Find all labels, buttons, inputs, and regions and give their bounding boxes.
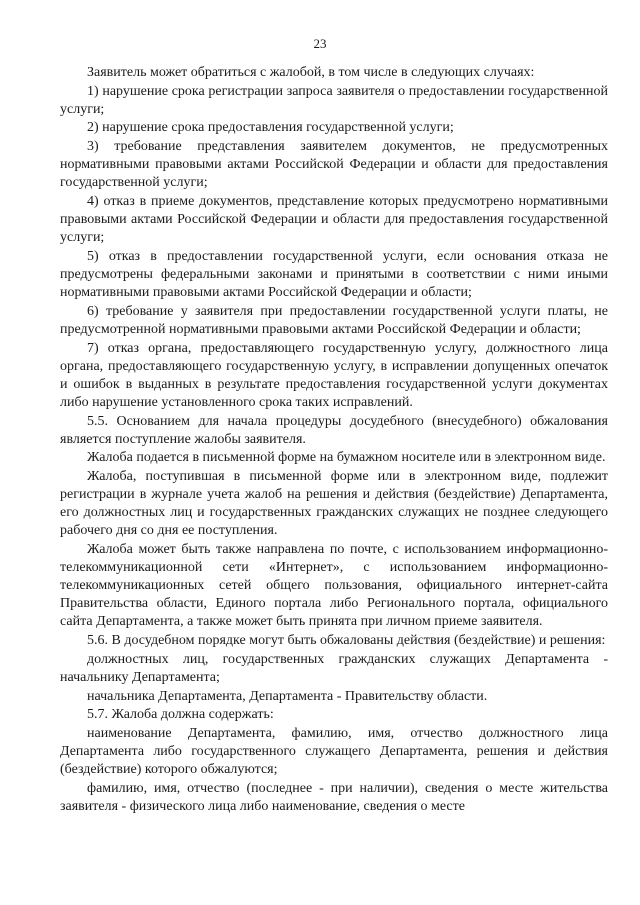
paragraph-appeal-head: начальника Департамента, Департамента - Правительству области. (87, 688, 488, 704)
document-body (60, 64, 608, 817)
paragraph-case-4: 4) отказ в приеме документов, представление которых предусмотрено нормативными правовыми актами Российской Федерации и области для предоставления государственной услуги; (60, 194, 608, 246)
paragraph-case-3: 3) требование представления заявителем документов, не предусмотренных нормативными правовыми актами Российской Федерации и области для предоставления государственной услуги; (60, 139, 608, 191)
paragraph-intro: Заявитель может обратиться с жалобой, в том числе в следующих случаях: (87, 65, 535, 80)
paragraph-section-5-7: 5.7. Жалоба должна содержать: (87, 707, 274, 723)
paragraph-requirement-applicant: фамилию, имя, отчество (последнее - при наличии), сведения о месте жительства заявителя - физического лица либо наименование, сведения о месте (60, 780, 608, 814)
paragraph-complaint-channels: Жалоба может быть также направлена по почте, с использованием информационно-телекоммуникационной сети «Интернет», с использованием информационно-телекоммуникационных сетей общего пользования, официального интернет-сайта Правительства области, Единого портала либо Регионального портала, официального сайта Департамента, а также может быть принята при личном приеме заявителя. (60, 541, 608, 630)
paragraph-complaint-registration: Жалоба, поступившая в письменной форме или в электронном виде, подлежит регистрации в журнале учета жалоб на решения и действия (бездействие) Департамента, его должностных лиц и государственных гражданских служащих не позднее следующего рабочего дня со дня ее поступления. (60, 469, 608, 539)
paragraph-section-5-5: 5.5. Основанием для начала процедуры досудебного (внесудебного) обжалования является поступление жалобы заявителя. (60, 413, 608, 447)
paragraph-requirement-name: наименование Департамента, фамилию, имя, отчество должностного лица Департамента либо государственного служащего Департамента, решения и действия (бездействие) которого обжалуются; (60, 725, 608, 778)
paragraph-case-1: 1) нарушение срока регистрации запроса заявителя о предоставлении государственной услуги; (60, 83, 608, 117)
paragraph-case-5: 5) отказ в предоставлении государственной услуги, если основания отказа не предусмотрены федеральными законами и принятыми в соответствии с ними иными нормативными правовыми актами Российской Федерации и области; (60, 248, 608, 301)
paragraph-case-2: 2) нарушение срока предоставления государственной услуги; (87, 120, 454, 136)
paragraph-case-6: 6) требование у заявителя при предоставлении государственной услуги платы, не предусмотренной нормативными правовыми актами Российской Федерации и области; (60, 303, 608, 337)
paragraph-section-5-6: 5.6. В досудебном порядке могут быть обжалованы действия (бездействие) и решения: (87, 633, 606, 649)
paragraph-case-7: 7) отказ органа, предоставляющего государственную услугу, должностного лица органа, предоставляющего государственную услугу, в исправлении допущенных опечаток и ошибок в выданных в результате предоставления государственной услуги документах либо нарушение установленного срока таких исправлений. (60, 340, 608, 410)
paragraph-complaint-form: Жалоба подается в письменной форме на бумажном носителе или в электронном виде. (87, 450, 606, 466)
page-number: 23 (313, 36, 327, 51)
paragraph-appeal-officials: должностных лиц, государственных гражданских служащих Департамента - начальнику Департамента; (60, 651, 608, 685)
